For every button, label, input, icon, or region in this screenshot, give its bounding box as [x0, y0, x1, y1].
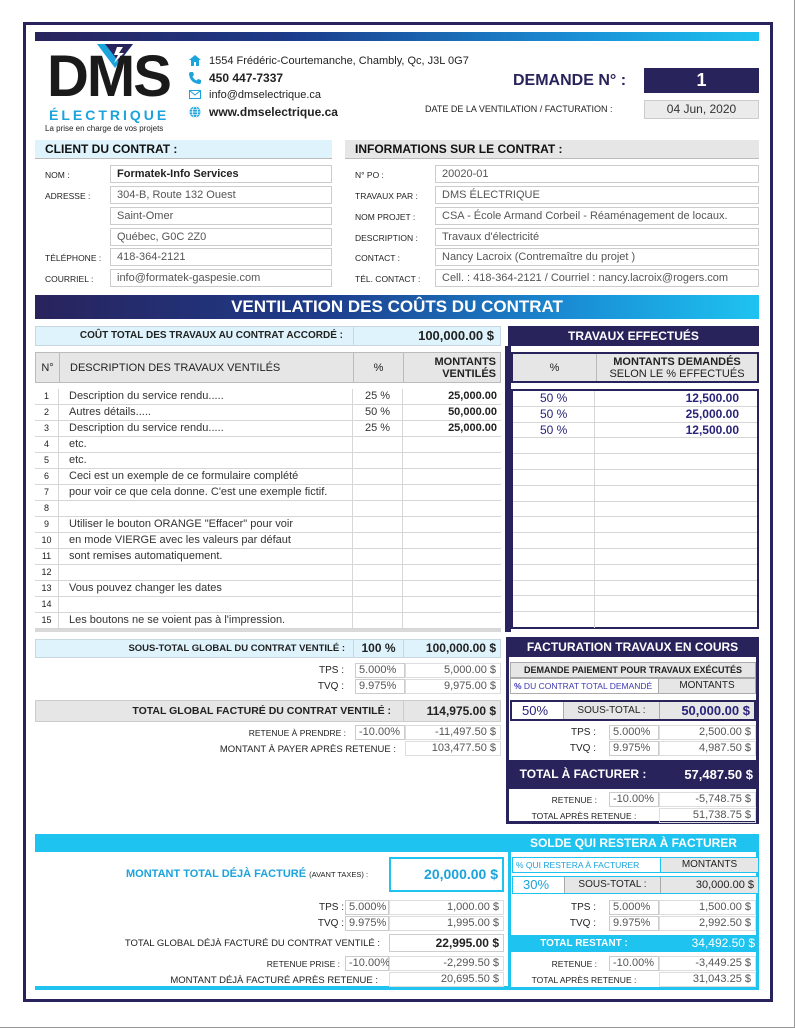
nom-label: NOM : [45, 170, 70, 180]
travaux-row-pct[interactable] [513, 612, 595, 628]
row-no: 11 [35, 549, 59, 564]
demande-number[interactable]: 1 [644, 68, 759, 93]
facturation-columns [510, 678, 756, 694]
row-no: 13 [35, 581, 59, 596]
home-icon [188, 54, 202, 68]
col-header-amount-line2: VENTILÉS [442, 367, 496, 380]
total-global-row [35, 700, 501, 722]
solde-sous-total-row [512, 876, 759, 894]
ventilation-table-body [35, 389, 501, 629]
total-a-facturer-label: TOTAL À FACTURER : [519, 767, 647, 781]
solde-pct: 30% [513, 877, 565, 893]
solde-tvq-amount: 2,992.50 $ [659, 916, 756, 931]
travaux-row-amount [595, 581, 757, 596]
deja-retenue-amount: -2,299.50 $ [389, 956, 504, 971]
travaux-row [513, 438, 757, 454]
row-description[interactable]: etc. [59, 453, 353, 468]
travaux-row-pct[interactable] [513, 517, 595, 532]
facturation-subtitle: DEMANDE PAIEMENT POUR TRAVAUX EXÉCUTÉS [510, 662, 756, 678]
client-name-field[interactable]: Formatek-Info Services [110, 165, 332, 183]
row-description[interactable]: pour voir ce que cela donne. C'est une exemple fictif. [59, 485, 353, 500]
company-email[interactable]: info@dmselectrique.ca [209, 88, 322, 101]
logo-text: DMS [47, 44, 170, 109]
travaux-row-amount [595, 486, 757, 501]
facturation-title: FACTURATION TRAVAUX EN COURS [506, 637, 759, 657]
row-amount: 25,000.00 [448, 390, 497, 402]
nom-projet-label: NOM PROJET : [355, 212, 416, 222]
solde-tvq-label: TVQ : [569, 918, 596, 929]
description-field[interactable]: Travaux d'électricité [435, 228, 759, 246]
deja-facture-label-small: (AVANT TAXES) : [309, 870, 369, 879]
apres-retenue-label: MONTANT À PAYER APRÈS RETENUE : [219, 744, 396, 755]
tvq-amount: 9,975.00 $ [405, 679, 501, 694]
row-amount [403, 549, 501, 564]
travaux-row-amount [595, 470, 757, 485]
table-row [35, 533, 501, 549]
client-phone-field[interactable]: 418-364-2121 [110, 248, 332, 266]
row-amount [403, 469, 501, 484]
row-description[interactable]: Vous pouvez changer les dates [59, 581, 353, 596]
row-no: 14 [35, 597, 59, 612]
facturation-apres-retenue-amount: 51,738.75 $ [659, 808, 756, 823]
deja-facture-label [126, 868, 368, 880]
telephone-label: TÉLÉPHONE : [45, 253, 102, 263]
deja-tvq-label: TVQ : [317, 918, 344, 929]
deja-tps-amount: 1,000.00 $ [389, 900, 504, 915]
table-row [35, 517, 501, 533]
facturation-retenue-pct: -10.00% [609, 792, 659, 807]
solde-montants-header: MONTANTS [661, 858, 758, 872]
solde-sous-total-amount: 30,000.00 $ [661, 877, 758, 893]
row-no: 3 [35, 421, 59, 436]
company-logo [45, 44, 175, 134]
tr-col-header-amount [597, 354, 757, 381]
table-row [35, 453, 501, 469]
row-amount: 25,000.00 [448, 422, 497, 434]
solde-tps-amount: 1,500.00 $ [659, 900, 756, 915]
row-no: 9 [35, 517, 59, 532]
travaux-row [513, 454, 757, 470]
facturation-tvq-label: TVQ : [569, 743, 596, 754]
retenue-amount: -11,497.50 $ [405, 725, 501, 740]
deja-retenue-label: RETENUE PRISE : [266, 959, 340, 969]
table-row [35, 405, 501, 421]
row-description[interactable]: Utiliser le bouton ORANGE "Effacer" pour voir [59, 517, 353, 532]
deja-tps-pct: 5.000% [345, 900, 389, 915]
col-header-no: N° [36, 353, 60, 382]
tvq-label: TVQ : [317, 681, 344, 692]
total-restant-amount: 34,492.50 $ [691, 936, 755, 950]
solde-tps-label: TPS : [570, 902, 596, 913]
travaux-row-amount [595, 517, 757, 532]
travaux-row-pct[interactable] [513, 438, 595, 453]
table-row [35, 565, 501, 581]
contract-info-section-title: INFORMATIONS SUR LE CONTRAT : [345, 140, 759, 159]
row-pct[interactable] [353, 501, 403, 516]
travaux-table-body [511, 389, 759, 629]
table-row [35, 581, 501, 597]
travaux-row-amount: 12,500.00 [685, 422, 739, 437]
facturation-pct-header [511, 679, 659, 693]
solde-apres-retenue-label: TOTAL APRÈS RETENUE : [531, 975, 637, 985]
apres-retenue-amount: 103,477.50 $ [405, 741, 501, 756]
travaux-row-pct[interactable] [513, 454, 595, 469]
facturation-sous-total-amount: 50,000.00 $ [660, 702, 754, 719]
travaux-row [513, 502, 757, 518]
retenue-label: RETENUE À PRENDRE : [248, 728, 346, 738]
row-amount: 50,000.00 [448, 406, 497, 418]
phone-icon [188, 71, 202, 85]
travaux-row-pct[interactable]: 50 % [513, 423, 595, 438]
header-gradient-bar [35, 32, 759, 41]
globe-icon [188, 105, 202, 119]
deja-total-global-amount: 22,995.00 $ [389, 934, 504, 952]
travaux-row [513, 407, 757, 423]
solde-tps-pct: 5.000% [609, 900, 659, 915]
company-website[interactable]: www.dmselectrique.ca [209, 104, 338, 119]
cout-total-value[interactable]: 100,000.00 $ [418, 328, 494, 343]
tr-col-header-amount-line1: MONTANTS DEMANDÉS [613, 355, 741, 368]
facturation-montants-header: MONTANTS [659, 679, 755, 693]
travaux-row-amount [595, 565, 757, 580]
travaux-row [513, 565, 757, 581]
tps-amount: 5,000.00 $ [405, 663, 501, 678]
tr-col-header-pct: % [513, 354, 597, 381]
total-global-label: TOTAL GLOBAL FACTURÉ DU CONTRAT VENTILÉ : [36, 701, 404, 721]
total-a-facturer-row [506, 760, 759, 789]
facturation-pct: 50% [512, 702, 564, 719]
company-address: 1554 Frédéric-Courtemanche, Chambly, Qc, J3L 0G7 [209, 54, 469, 67]
cout-total-label: COÛT TOTAL DES TRAVAUX AU CONTRAT ACCORDÉ : [36, 327, 354, 345]
facturation-apres-retenue-label: TOTAL APRÈS RETENUE : [531, 811, 637, 821]
row-pct[interactable] [353, 613, 403, 628]
table-row [35, 421, 501, 437]
client-email-field[interactable]: info@formatek-gaspesie.com [110, 269, 332, 287]
row-pct[interactable]: 25 % [353, 421, 403, 436]
row-description[interactable] [59, 597, 353, 612]
travaux-row-pct[interactable]: 50 % [513, 407, 595, 422]
row-pct[interactable] [353, 469, 403, 484]
total-restant-label: TOTAL RESTANT : [540, 938, 628, 949]
travaux-row-pct[interactable] [513, 486, 595, 501]
demande-label: DEMANDE N° : [513, 72, 627, 89]
address-line-2-field[interactable]: Saint-Omer [110, 207, 332, 225]
row-no: 15 [35, 613, 59, 628]
tr-col-header-amount-line2: SELON LE % EFFECTUÉS [609, 367, 745, 380]
row-amount [403, 597, 501, 612]
table-row [35, 501, 501, 517]
nom-projet-field[interactable]: CSA - École Armand Corbeil - Réaménagement de locaux. [435, 207, 759, 225]
row-amount [403, 453, 501, 468]
row-pct[interactable] [353, 485, 403, 500]
po-label: N° PO : [355, 170, 384, 180]
retenue-pct[interactable]: -10.00% [355, 725, 405, 740]
row-pct[interactable] [353, 597, 403, 612]
cout-total-row [35, 326, 501, 346]
client-section-title: CLIENT DU CONTRAT : [35, 140, 332, 159]
table-bottom-border [35, 629, 501, 632]
solde-columns [512, 857, 759, 873]
facturation-sous-total-row [510, 700, 756, 721]
facturation-retenue-label: RETENUE : [551, 795, 597, 805]
row-amount [403, 581, 501, 596]
travaux-row-pct[interactable] [513, 533, 595, 548]
row-pct[interactable] [353, 517, 403, 532]
row-no: 10 [35, 533, 59, 548]
row-pct[interactable] [353, 581, 403, 596]
solde-apres-retenue-amount: 31,043.25 $ [659, 972, 756, 987]
row-amount [403, 501, 501, 516]
row-pct[interactable] [353, 565, 403, 580]
total-a-facturer-amount: 57,487.50 $ [684, 767, 753, 782]
deja-facture-label-main: MONTANT TOTAL DÉJÀ FACTURÉ [126, 868, 307, 880]
solde-retenue-label: RETENUE : [551, 959, 597, 969]
row-no: 2 [35, 405, 59, 420]
contact-label: CONTACT : [355, 253, 401, 263]
row-pct[interactable] [353, 533, 403, 548]
travaux-row [513, 470, 757, 486]
logo-subtitle: ÉLECTRIQUE [49, 107, 170, 123]
row-description[interactable]: en mode VIERGE avec les valeurs par défaut [59, 533, 353, 548]
facturation-tvq-amount: 4,987.50 $ [659, 741, 756, 756]
travaux-row-amount: 12,500.00 [685, 391, 739, 405]
travaux-row [513, 486, 757, 502]
facturation-tps-label: TPS : [570, 727, 596, 738]
deja-tps-label: TPS : [318, 902, 344, 913]
travaux-row-pct[interactable] [513, 549, 595, 564]
deja-facture-amount-field[interactable]: 20,000.00 $ [389, 857, 504, 892]
deja-retenue-pct: -10.00% [345, 956, 389, 971]
deja-total-global-label: TOTAL GLOBAL DÉJÀ FACTURÉ DU CONTRAT VENTILÉ : [124, 938, 380, 949]
sous-total-label: SOUS-TOTAL GLOBAL DU CONTRAT VENTILÉ : [36, 640, 354, 657]
row-description[interactable]: Les boutons ne se voient pas à l'impression. [59, 613, 353, 628]
row-description[interactable]: sont remises automatiquement. [59, 549, 353, 564]
row-description[interactable] [59, 565, 353, 580]
row-description[interactable]: Autres détails..... [59, 405, 353, 420]
table-row [35, 389, 501, 405]
total-restant-row [510, 935, 759, 952]
travaux-par-label: TRAVAUX PAR : [355, 191, 418, 201]
travaux-row-amount [595, 438, 757, 453]
travaux-row [513, 533, 757, 549]
row-no: 1 [35, 389, 59, 404]
row-pct[interactable] [353, 549, 403, 564]
travaux-row-amount [595, 533, 757, 548]
facturation-sous-total-label: SOUS-TOTAL : [564, 702, 660, 719]
solde-sous-total-label: SOUS-TOTAL : [565, 877, 661, 893]
row-amount [403, 437, 501, 452]
row-no: 4 [35, 437, 59, 452]
row-amount [403, 485, 501, 500]
row-no: 6 [35, 469, 59, 484]
solde-title: SOLDE QUI RESTERA À FACTURER [530, 836, 737, 850]
sous-total-pct: 100 % [354, 640, 404, 657]
travaux-row-amount: 25,000.00 [685, 406, 739, 421]
tps-pct[interactable]: 5.000% [355, 663, 405, 678]
mail-icon [188, 88, 202, 102]
facturation-tps-amount: 2,500.00 $ [659, 725, 756, 740]
total-global-amount: 114,975.00 $ [426, 704, 496, 718]
row-description[interactable]: Ceci est un exemple de ce formulaire complété [59, 469, 353, 484]
row-no: 12 [35, 565, 59, 580]
row-no: 5 [35, 453, 59, 468]
facturation-retenue-amount: -5,748.75 $ [659, 792, 756, 807]
facturation-tps-pct: 5.000% [609, 725, 659, 740]
travaux-row [513, 549, 757, 565]
company-phone: 450 447-7337 [209, 70, 284, 85]
travaux-row-amount [595, 502, 757, 517]
table-row [35, 469, 501, 485]
col-header-pct: % [354, 353, 404, 382]
ventilation-table-header [35, 352, 501, 383]
row-description[interactable]: etc. [59, 437, 353, 452]
row-pct[interactable] [353, 437, 403, 452]
po-field[interactable]: 20020-01 [435, 165, 759, 183]
table-row [35, 437, 501, 453]
address-line-1-field[interactable]: 304-B, Route 132 Ouest [110, 186, 332, 204]
col-header-description: DESCRIPTION DES TRAVAUX VENTILÉS [60, 353, 354, 382]
travaux-row-pct[interactable] [513, 596, 595, 611]
sous-total-amount: 100,000.00 $ [425, 641, 496, 655]
courriel-label: COURRIEL : [45, 274, 94, 284]
table-row [35, 549, 501, 565]
facturation-tvq-pct: 9.975% [609, 741, 659, 756]
col-header-amount-line1: MONTANTS [434, 355, 496, 368]
solde-retenue-amount: -3,449.25 $ [659, 956, 756, 971]
row-amount [403, 613, 501, 628]
deja-apres-retenue-label: MONTANT DÉJÀ FACTURÉ APRÈS RETENUE : [170, 975, 378, 986]
travaux-row-amount [595, 596, 757, 611]
travaux-row-amount [595, 612, 757, 628]
row-amount [403, 533, 501, 548]
travaux-row [513, 581, 757, 597]
travaux-row-pct[interactable] [513, 470, 595, 485]
travaux-par-field[interactable]: DMS ÉLECTRIQUE [435, 186, 759, 204]
sous-total-row [35, 639, 501, 658]
solde-tvq-pct: 9.975% [609, 916, 659, 931]
table-row [35, 485, 501, 501]
date-label: DATE DE LA VENTILATION / FACTURATION : [425, 104, 613, 114]
travaux-row-pct[interactable]: 50 % [513, 391, 595, 406]
travaux-row-amount [595, 549, 757, 564]
row-pct[interactable]: 50 % [353, 405, 403, 420]
row-amount [403, 565, 501, 580]
row-description[interactable]: Description du service rendu..... [59, 389, 353, 404]
description-label: DESCRIPTION : [355, 233, 418, 243]
ventilation-banner: VENTILATION DES COÛTS DU CONTRAT [35, 295, 759, 319]
solde-retenue-pct: -10.00% [609, 956, 659, 971]
travaux-row [513, 612, 757, 628]
tvq-pct[interactable]: 9.975% [355, 679, 405, 694]
deja-tvq-pct: 9.975% [345, 916, 389, 931]
logo-tagline: La prise en charge de vos projets [45, 124, 164, 133]
row-pct[interactable] [353, 453, 403, 468]
row-no: 8 [35, 501, 59, 516]
address-line-3-field[interactable]: Québec, G0C 2Z0 [110, 228, 332, 246]
row-amount [403, 517, 501, 532]
pct-symbol: % [514, 681, 522, 691]
row-pct[interactable]: 25 % [353, 389, 403, 404]
travaux-row-pct[interactable] [513, 581, 595, 596]
travaux-row [513, 596, 757, 612]
row-no: 7 [35, 485, 59, 500]
adresse-label: ADRESSE : [45, 191, 91, 201]
deja-tvq-amount: 1,995.00 $ [389, 916, 504, 931]
contact-field[interactable]: Nancy Lacroix (Contremaître du projet ) [435, 248, 759, 266]
travaux-row [513, 517, 757, 533]
tps-label: TPS : [318, 665, 344, 676]
travaux-row-pct[interactable] [513, 565, 595, 580]
deja-apres-retenue-amount: 20,695.50 $ [389, 972, 504, 987]
col-header-amount [404, 353, 500, 382]
row-description[interactable]: Description du service rendu..... [59, 421, 353, 436]
travaux-row [513, 423, 757, 439]
tel-contact-field[interactable]: Cell. : 418-364-2121 / Courriel : nancy.lacroix@rogers.com [435, 269, 759, 287]
travaux-effectues-title: TRAVAUX EFFECTUÉS [508, 326, 759, 346]
table-row [35, 613, 501, 629]
pct-header-text: DU CONTRAT TOTAL DEMANDÉ [521, 681, 653, 691]
table-row [35, 597, 501, 613]
solde-pct-header: % QUI RESTERA À FACTURER [513, 858, 661, 872]
tel-contact-label: TÉL. CONTACT : [355, 274, 421, 284]
row-description[interactable] [59, 501, 353, 516]
travaux-table-header [511, 352, 759, 383]
travaux-row-amount [595, 454, 757, 469]
travaux-row [513, 391, 757, 407]
travaux-row-pct[interactable] [513, 502, 595, 517]
date-field[interactable]: 04 Jun, 2020 [644, 100, 759, 119]
